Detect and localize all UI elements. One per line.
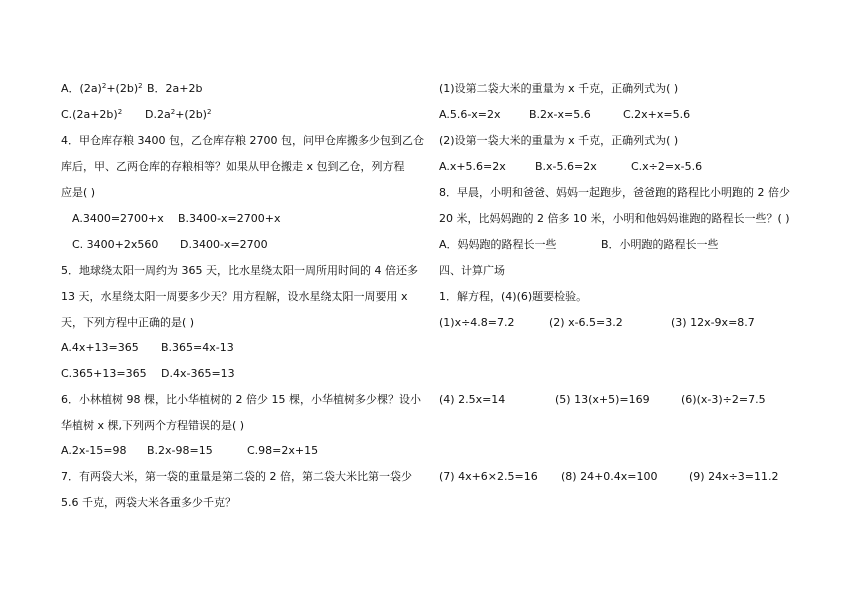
q5-option-d: D.4x-365=13	[161, 367, 235, 380]
section-4-item-1: 1．解方程，(4)(6)题要检验。	[439, 290, 588, 303]
equation-2: (2) x-6.5=3.2	[549, 316, 623, 329]
q7-sub1-option-c: C.2x+x=5.6	[623, 108, 691, 121]
q3-option-b: B．2a+2b	[147, 82, 203, 95]
q3-options-ab	[61, 82, 203, 96]
q5-option-c: C.365+13=365	[61, 367, 147, 380]
q7-sub1-option-a: A.5.6-x=2x	[439, 108, 501, 121]
q6-option-c: C.98=2x+15	[247, 444, 319, 457]
q3-options-cd	[61, 108, 212, 122]
q7-sub2-prompt: (2)设第一袋大米的重量为 x 千克，正确列式为( )	[439, 134, 679, 147]
q3-option-a: A．$(2a)^2+(2b)^2$	[61, 82, 143, 95]
q4-line-2: 库后，甲、乙两仓库的存粮相等？如果从甲仓搬走 x 包到乙仓，列方程	[61, 160, 405, 173]
equation-1: (1)x÷4.8=7.2	[439, 316, 515, 329]
q5-options-cd	[61, 367, 235, 381]
q7-sub1-options	[439, 108, 691, 122]
q3-option-d: $D.2a^2+(2b)^2$	[145, 108, 212, 121]
q7-sub2-options	[439, 160, 703, 174]
equation-3: (3) 12x-9x=8.7	[671, 316, 755, 329]
q4-option-b: B.3400-x=2700+x	[178, 212, 281, 225]
q7-sub2-option-a: A.x+5.6=2x	[439, 160, 506, 173]
equations-row-1	[439, 316, 755, 330]
q5-line-2: 13 天，水星绕太阳一周要多少天？用方程解，设水星绕太阳一周要用 x	[61, 290, 408, 303]
equation-9: (9) 24x÷3=11.2	[689, 470, 779, 483]
q8-option-b: B．小明跑的路程长一些	[601, 238, 719, 251]
q5-line-3: 天，下列方程中正确的是( )	[61, 316, 195, 329]
q4-option-d: D.3400-x=2700	[180, 238, 268, 251]
q4-options-ab	[72, 212, 281, 226]
equations-row-3	[439, 470, 779, 484]
section-4-heading: 四、计算广场	[439, 264, 505, 277]
q3-option-c: $C.(2a+2b)^2$	[61, 108, 123, 121]
q4-options-cd	[72, 238, 268, 252]
q7-sub1-prompt: (1)设第二袋大米的重量为 x 千克，正确列式为( )	[439, 82, 679, 95]
equations-row-2	[439, 393, 766, 407]
q6-option-a: A.2x-15=98	[61, 444, 127, 457]
equation-5: (5) 13(x+5)=169	[555, 393, 650, 406]
equation-8: (8) 24+0.4x=100	[561, 470, 658, 483]
equation-4: (4) 2.5x=14	[439, 393, 506, 406]
q5-options-ab	[61, 341, 234, 355]
q7-sub2-option-b: B.x-5.6=2x	[535, 160, 597, 173]
equation-7: (7) 4x+6×2.5=16	[439, 470, 538, 483]
q5-line-1: 5．地球绕太阳一周约为 365 天，比水星绕太阳一周所用时间的 4 倍还多	[61, 264, 418, 277]
q6-option-b: B.2x-98=15	[147, 444, 213, 457]
q8-line-1: 8．早晨，小明和爸爸、妈妈一起跑步，爸爸跑的路程比小明跑的 2 倍少	[439, 186, 790, 199]
q5-option-a: A.4x+13=365	[61, 341, 139, 354]
q4-option-a: A.3400=2700+x	[72, 212, 164, 225]
q7-sub2-option-c: C.x÷2=x-5.6	[631, 160, 703, 173]
q7-line-1: 7．有两袋大米，第一袋的重量是第二袋的 2 倍，第二袋大米比第一袋少	[61, 470, 412, 483]
q8-option-a: A．妈妈跑的路程长一些	[439, 238, 557, 251]
q8-line-2: 20 米，比妈妈跑的 2 倍多 10 米，小明和他妈妈谁跑的路程长一些？( )	[439, 212, 790, 225]
q6-line-1: 6．小林植树 98 棵，比小华植树的 2 倍少 15 棵，小华植树多少棵？设小	[61, 393, 421, 406]
q5-option-b: B.365=4x-13	[161, 341, 234, 354]
q8-options	[439, 238, 719, 252]
q7-line-2: 5.6 千克，两袋大米各重多少千克？	[61, 496, 236, 509]
q4-line-3: 应是( )	[61, 186, 96, 199]
q4-option-c: C. 3400+2x560	[72, 238, 159, 251]
q6-options	[61, 444, 319, 458]
q6-line-2: 华植树 x 棵,下列两个方程错误的是( )	[61, 419, 245, 432]
equation-6: (6)(x-3)÷2=7.5	[681, 393, 766, 406]
q7-sub1-option-b: B.2x-x=5.6	[529, 108, 591, 121]
q4-line-1: 4．甲仓库存粮 3400 包，乙仓库存粮 2700 包，问甲仓库搬多少包到乙仓	[61, 134, 424, 147]
